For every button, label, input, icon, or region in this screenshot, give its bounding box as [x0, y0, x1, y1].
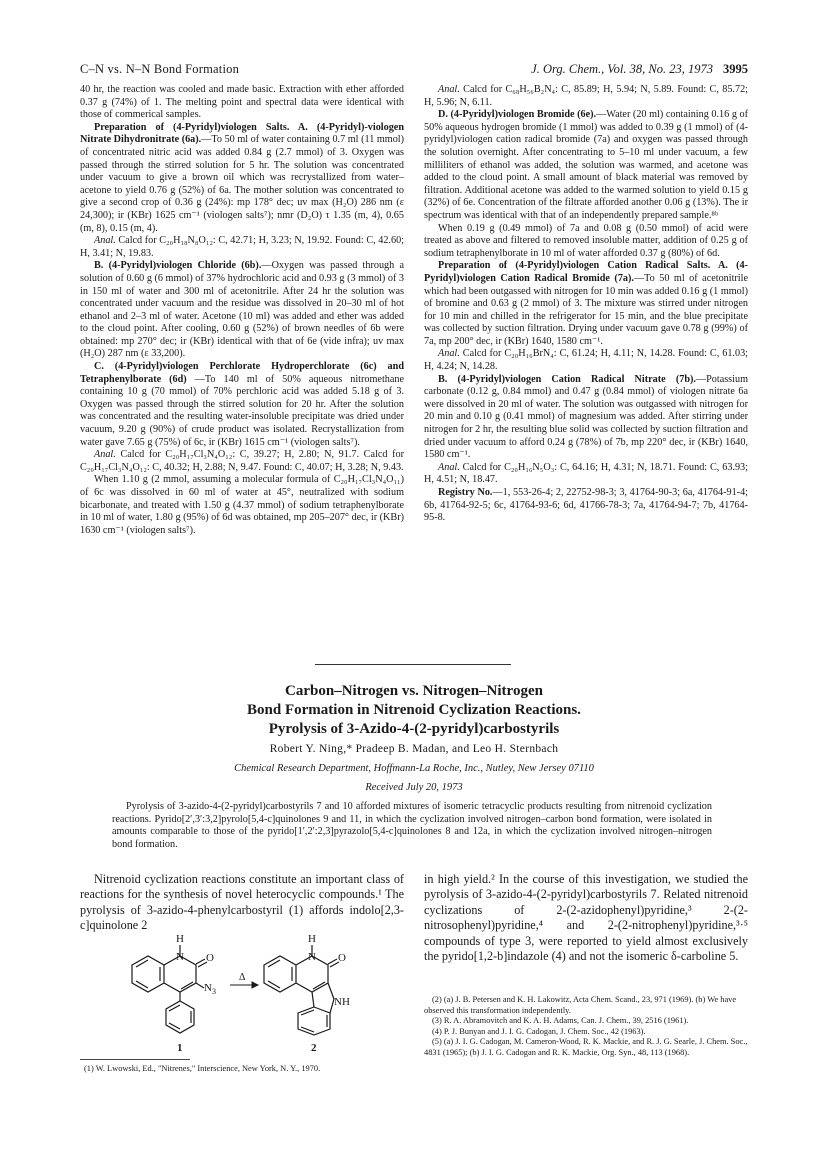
experimental-right-column	[424, 84, 748, 525]
title-line: Bond Formation in Nitrenoid Cyclization Reactions.	[247, 702, 581, 718]
running-title: C–N vs. N–N Bond Formation	[80, 62, 240, 76]
paragraph-text: —Oxygen was passed through a solution of 0.60 g (6 mmol) of 37% hydrochloric acid and 0.93 g (3 mmol) of 3 in 150 ml of water and 300 ml of acetonitrile. After 24 hr the solution was concentrated under vacuum and the residue was dissolved in 20–30 ml of hot ethanol and 2–3 ml of water. Acetone (10 ml) was added and ether was added to the cloud point. After cooling, 0.60 g (52%) of brown needles of 6b were obtained: mp 270° dec; ir (KBr) identical with that of 6e (vide infra); uv max (H₂O) 287 nm (ε 33,200).	[80, 260, 404, 360]
section-heading: Preparation of (4-Pyridyl)viologen Cation Radical Salts. A. (4-Pyridyl)viologen Cation Radical Bromide (7a).	[424, 260, 748, 284]
left-paragraph	[80, 260, 404, 361]
footnotes-right	[424, 995, 748, 1058]
atom-h-1: H	[176, 933, 184, 945]
left-paragraph	[80, 122, 404, 235]
compound-label-2: 2	[311, 1042, 317, 1054]
paragraph-text: —To 140 ml of 50% aqueous nitromethane containing 10 g (70 mmol) of 70% perchloric acid was added 5.18 g of 3. Oxygen was passed through the stirred solution for 20 hr. After the solution was concentrated and the resulting water-insoluble precipitate was dried under vacuum, 9.20 g (90%) of crude product was isolated. Recrystallization from water gave 7.65 g (75%) of 6c, ir (KBr) 1615 cm⁻¹ (viologen salts⁷).	[80, 373, 404, 448]
atom-nh-2: NH	[334, 996, 350, 1008]
structure-2-bonds	[264, 945, 339, 1035]
intro-left-column	[80, 872, 404, 934]
left-paragraph	[80, 235, 404, 260]
atom-n-1: N	[176, 951, 184, 963]
paragraph-text: —1, 553-26-4; 2, 22752-98-3; 3, 41764-90-3; 6a, 41764-91-4; 6b, 41764-92-5; 6c, 41764-93-6; 6d, 41766-78-3; 7a, 41764-94-7; 7b, 41764-95-8.	[424, 487, 748, 524]
footnote-5: (5) (a) J. I. G. Cadogan, M. Cameron-Wood, R. K. Mackie, and R. J. G. Searle, J. Chem. Soc., 4831 (1965); (b) J. I. G. Cadogan and R. K. Mackie, Org. Syn., 48, 113 (1968).	[424, 1037, 748, 1057]
left-paragraph	[80, 84, 404, 122]
intro-paragraph: Nitrenoid cyclization reactions constitute an important class of reactions for the synthesis of novel heterocyclic compounds.¹ The pyrolysis of 3-azido-4-phenylcarbostyril (1) affords indolo[2,3-c]quinolone 2	[80, 872, 404, 933]
footnote-1: (1) W. Lwowski, Ed., "Nitrenes," Interscience, New York, N. Y., 1970.	[84, 1064, 321, 1073]
left-paragraph	[80, 361, 404, 449]
left-paragraph	[80, 474, 404, 537]
right-paragraph	[424, 109, 748, 222]
paragraph-text: Calcd for C₂₀H₁₆N₅O₃: C, 64.16; H, 4.31; N, 18.71. Found: C, 63.93; H, 4.51; N, 18.47.	[424, 461, 748, 486]
atom-o-1: O	[206, 952, 214, 964]
title-line: Pyrolysis of 3-Azido-4-(2-pyridyl)carbostyrils	[268, 721, 560, 737]
page-number: 3995	[723, 62, 748, 76]
right-paragraph	[424, 487, 748, 525]
right-paragraph	[424, 462, 748, 487]
footnote-rule	[80, 1059, 190, 1060]
left-paragraph	[80, 449, 404, 474]
received-date: Received July 20, 1973	[365, 782, 463, 793]
intro-right-column	[424, 872, 748, 964]
footnote-4: (4) P. J. Bunyan and J. I. G. Cadogan, J. Chem. Soc., 42 (1963).	[432, 1026, 646, 1036]
paragraph-text: —Potassium carbonate (0.12 g, 0.84 mmol) and 0.47 g (0.84 mmol) of viologen nitrate 6a were dissolved in 20 ml of water. The solution was outgassed with nitrogen for 20 min and 0.10 g (0.41 mmol) of magnesium was added. After stirring under nitrogen for 2 hr, the resulting blue solid was collected by suction filtration and dried under vacuum to afford 0.24 g (78%) of 7b, mp 220° dec, ir (KBr) 1640, 1580 cm⁻¹.	[424, 373, 748, 461]
section-heading: B. (4-Pyridyl)viologen Cation Radical Nitrate (7b).	[438, 373, 696, 385]
footnote-3: (3) R. A. Abramovitch and K. A. H. Adams, Can. J. Chem., 39, 2516 (1961).	[432, 1016, 689, 1025]
intro-paragraph-continued: in high yield.² In the course of this investigation, we studied the pyrolysis of 3-azido-4-(2-pyridyl)carbostyrils 7. Related nitrenoid cyclizations of 2-(2-azidophenyl)pyridine,³ 2-(2-nitrosophenyl)pyridine,⁴ and 2-(2-nitrophenyl)pyridine,³·⁵ compounds of type 3, were reported to yield almost exclusively the pyrido[1,2-b]indazole (4) and not the isomeric δ-carboline 5.	[424, 872, 748, 964]
analysis-label: Anal.	[94, 235, 116, 247]
reaction-scheme	[112, 933, 382, 1039]
authors: Robert Y. Ning,* Pradeep B. Madan, and Leo H. Sternbach	[269, 743, 559, 755]
analysis-label: Anal.	[94, 449, 116, 461]
azide-group: $N_3$	[204, 982, 216, 996]
right-paragraph	[424, 260, 748, 348]
paragraph-text: —To 50 ml of acetonitrile which had been outgassed with nitrogen for 10 min was added 0.16 g (1 mmol) of bromine and 0.63 g (2 mmol) of 3. The mixture was stirred under nitrogen for 10 min and chilled in the refrigerator for 15 min, and the blue precipitate was collected by suction filtration. Drying under vacuum gave 0.78 g (99%) of 7a, mp 200° dec, ir (KBr) 1640, 1580 cm⁻¹.	[424, 272, 748, 347]
paragraph-text: —To 50 ml of water containing 0.7 ml (11 mmol) of concentrated nitric acid was added 0.84 g (2.7 mmol) of 3. Oxygen was passed through the stirred solution for 5 hr. The solution was concentrated under vacuum to give a brown oil which was recrystallized from water–acetone to yield 0.76 g (52%) of 6a. The mother solution was concentrated to give a second crop of 0.36 g (24%): mp 178° dec; uv max (H₂O) 286 nm (ε 24,300); ir (KBr) 1625 cm⁻¹ (viologen salts⁷); nmr (D₂O) τ 1.35 (m, 4), 0.65 (m, 8), 0.15 (m, 4).	[80, 134, 405, 234]
footnote-2: (2) (a) J. B. Petersen and K. H. Lakowitz, Acta Chem. Scand., 23, 971 (1969). (b) We have observed this transformation independently.	[424, 995, 737, 1015]
section-heading: Registry No.	[438, 487, 493, 498]
paragraph-text: Calcd for C₂₀H₁₈N₈O₁₂: C, 42.71; H, 3.23; N, 19.92. Found: C, 42.60; H, 3.41; N, 19.83.	[80, 235, 404, 259]
article-separator	[315, 664, 511, 665]
section-heading: D. (4-Pyridyl)viologen Bromide (6e).	[438, 109, 597, 121]
atom-o-2: O	[338, 952, 346, 964]
abstract: Pyrolysis of 3-azido-4-(2-pyridyl)carbostyrils 7 and 10 afforded mixtures of isomeric tetracyclic products resulting from nitrenoid cyclization reactions. Pyrido[2′,3′:3,2]pyrolo[5,4-c]quinolones 9 and 11, in which the cyclization involved nitrogen–carbon bond formation, were isolated in amounts comparable to those of the pyrido[1′,2′:2,3]pyrazolo[5,4-c]quinolones 8 and 12a, in which the cyclization involved nitrogen–nitrogen bond formation.	[112, 801, 712, 850]
compound-label-1: 1	[177, 1042, 183, 1054]
paragraph-text: —Water (20 ml) containing 0.16 g of 50% aqueous hydrogen bromide (1 mmol) was added to 0.39 g (1 mmol) of (4-pyridyl)viologen cation radical bromide (7a) and oxygen was passed through the solution overnight. After concentrating to 5–10 ml under vacuum, a few milliliters of ethanol was added, the solution was warmed, and acetone was added to the cloud point. A small amount of black material was removed by filtration. Additional acetone was added to the warmed solution to yield 0.15 g (32%) of 6e. Concentration of the filtrate afforded another 0.06 g (13%). The ir spectrum was identical with that of an independently prepared sample.⁸ᵇ	[424, 109, 748, 221]
paragraph-text: When 0.19 g (0.49 mmol) of 7a and 0.08 g (0.50 mmol) of acid were treated as above and filtered to removed insoluble matter, addition of 0.25 g of sodium tetraphenylborate in 10 ml of water afforded 0.37 g (80%) of 6d.	[424, 222, 748, 259]
analysis-label: Anal.	[438, 461, 460, 473]
right-paragraph	[424, 348, 748, 373]
analysis-label: Anal.	[438, 348, 460, 360]
affiliation: Chemical Research Department, Hoffmann-La Roche, Inc., Nutley, New Jersey 07110	[234, 763, 594, 774]
analysis-label: Anal.	[438, 84, 460, 95]
experimental-left-column	[80, 84, 404, 537]
section-heading: C. (4-Pyridyl)viologen Perchlorate Hydroperchlorate (6c) and Tetraphenylborate (6d)	[80, 361, 404, 385]
paragraph-text: Calcd for C₂₀H₁₇Cl₃N₄O₁₂: C, 39.27; H, 2.80; N, 91.7. Calcd for C₂₀H₁₇Cl₃N₄O₁₂: C, 40.32; H, 2.88; N, 9.47. Found: C, 40.07; H, 3.28; N, 9.43.	[80, 449, 404, 473]
title-line: Carbon–Nitrogen vs. Nitrogen–Nitrogen	[285, 683, 543, 699]
paragraph-text: Calcd for C₂₀H₁₆BrN₄: C, 61.24; H, 4.11; N, 14.28. Found: C, 61.03; H, 4.24; N, 14.28.	[424, 348, 748, 373]
atom-n-2: N	[308, 951, 316, 963]
journal-citation: J. Org. Chem., Vol. 38, No. 23, 1973 3995	[531, 62, 748, 76]
running-header	[80, 62, 748, 78]
right-paragraph	[424, 374, 748, 462]
structure-1-bonds	[132, 945, 207, 1033]
article-title	[80, 682, 748, 739]
right-paragraph	[424, 223, 748, 261]
atom-h-2: H	[308, 933, 316, 945]
heat-symbol: Δ	[239, 972, 246, 983]
section-heading: Preparation of (4-Pyridyl)viologen Salts. A. (4-Pyridyl)-viologen Nitrate Dihydronitrate (6a).	[80, 121, 404, 146]
paragraph-text: Calcd for C₆₈H₅₆B₂N₄: C, 85.89; H, 5.94; N, 5.89. Found: C, 85.72; H, 5.96; N, 6.11.	[424, 84, 748, 108]
section-heading: B. (4-Pyridyl)viologen Chloride (6b).	[94, 260, 262, 272]
paragraph-text: 40 hr, the reaction was cooled and made basic. Extraction with ether afforded 0.37 g (74%) of 1. The melting point and spectral data were identical with those of commerical samples.	[80, 84, 404, 121]
paragraph-text: When 1.10 g (2 mmol, assuming a molecular formula of C₂₀H₁₇Cl₃N₄O₁₁) of 6c was dissolved in 60 ml of water at 45°, neutralized with sodium bicarbonate, and treated with 1.50 g (4.37 mmol) of sodium tetraphenylborate in 10 ml of water, 1.80 g (95%) of 6d was obtained, mp 205–207° dec, ir (KBr) 1630 cm⁻¹ (viologen salts⁷).	[80, 474, 404, 536]
right-paragraph	[424, 84, 748, 109]
